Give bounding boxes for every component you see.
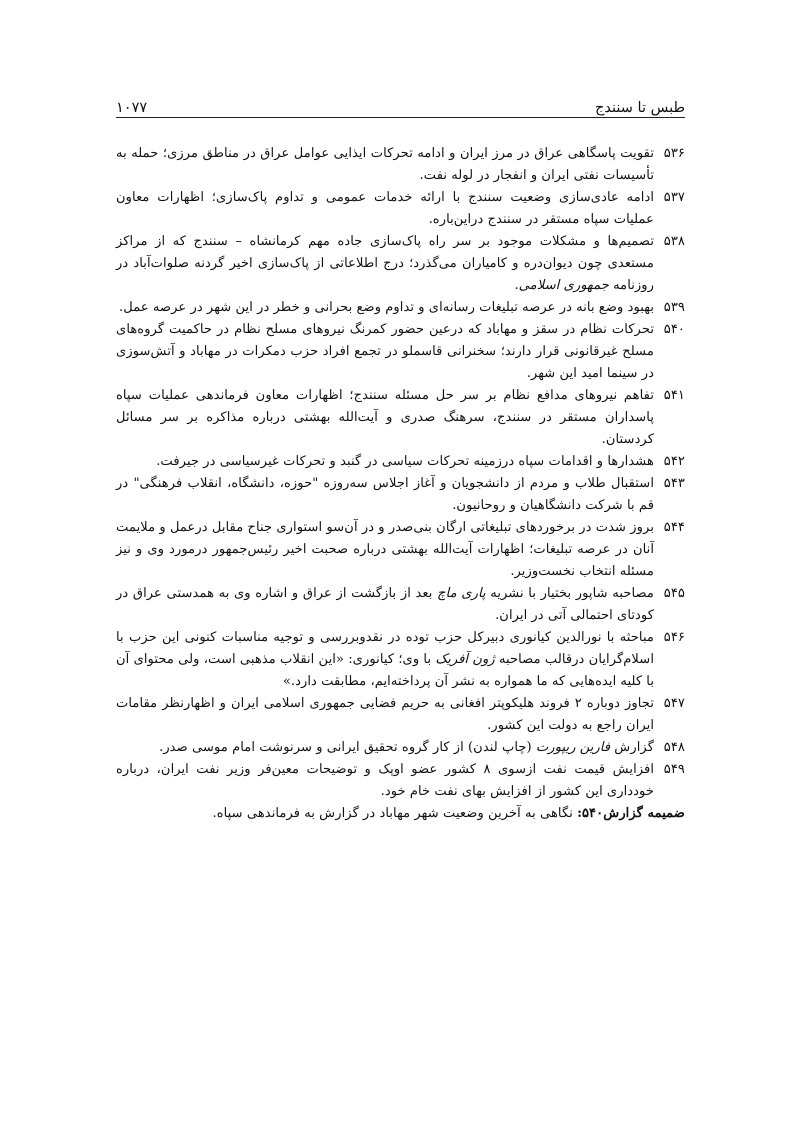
item-number: ۵۴۰ xyxy=(663,322,685,337)
item-text: ادامه عادی‌سازی وضعیت سنندج با ارائه خدمات عمومی و تداوم پاک‌سازی؛ اظهارات معاون عملیات سپاه مستقر در سنندج دراین‌باره. xyxy=(116,190,654,227)
item-text: استقبال طلاب و مردم از دانشجویان و آغاز اجلاس سه‌روزه "حوزه، دانشگاه، انقلاب فرهنگی" در قم با شرکت دانشگاهیان و روحانیون. xyxy=(116,476,654,513)
publication-title: فارین ریپورت xyxy=(535,740,611,755)
page-number: ۱۰۷۷ xyxy=(116,100,148,116)
item-text-end: با وی؛ کیانوری: «این انقلاب مذهبی است، ولی محتوای آن با کلیه ایده‌هایی که ما همواره به نشر آن پرداخته‌ایم، مطابقت دارد.» xyxy=(116,652,654,689)
item-number: ۵۳۹ xyxy=(663,300,685,315)
item-number: ۵۳۸ xyxy=(663,234,685,249)
item-number: ۵۴۳ xyxy=(663,476,685,491)
item-text-start: مصاحبه شاپور بختیار با نشریه xyxy=(485,586,654,601)
item-text-end: . xyxy=(514,278,519,293)
appendix-note xyxy=(116,803,685,825)
list-item xyxy=(116,627,685,693)
item-number: ۵۴۵ xyxy=(663,586,685,601)
item-text-start: گزارش xyxy=(610,740,654,755)
list-item xyxy=(116,451,685,473)
item-number: ۵۴۱ xyxy=(663,388,685,403)
list-item xyxy=(116,319,685,385)
list-item xyxy=(116,693,685,737)
item-number: ۵۴۸ xyxy=(663,740,685,755)
item-text-start: مباحثه با نورالدین کیانوری دبیرکل حزب توده در نقدوبررسی و توجیه مناسبات کنونی این حزب با اسلام‌گرایان درقالب مصاحبه xyxy=(116,630,654,667)
list-item xyxy=(116,187,685,231)
list-item xyxy=(116,231,685,297)
publication-title: جمهوری اسلامی xyxy=(518,278,609,293)
list-item xyxy=(116,583,685,627)
appendix-text: نگاهی به آخرین وضعیت شهر مهاباد در گزارش به فرماندهی سپاه. xyxy=(212,806,578,821)
item-text: بهبود وضع بانه در عرصه تبلیغات رسانه‌ای و تداوم وضع بحرانی و خطر در این شهر در عرصه عمل. xyxy=(119,300,654,315)
publication-title: ژون آفریک xyxy=(435,652,495,667)
item-text: بروز شدت در برخوردهای تبلیغاتی ارگان بنی‌صدر و در آن‌سو استواری جناح مقابل درعمل و ملایمت آنان در عرصه تبلیغات؛ اظهارات آیت‌الله بهشتی درباره صحبت اخیر رئیس‌جمهور درمورد وی و نیز مسئله انتخاب نخست‌وزیر. xyxy=(116,520,654,579)
item-number: ۵۴۶ xyxy=(663,630,685,645)
item-text-start: تصمیم‌ها و مشکلات موجود بر سر راه پاک‌سازی جاده مهم کرمانشاه – سنندج که از مراکز مستعدی چون دیوان‌دره و کامیاران می‌گذرد؛ درج اطلاعاتی از پاک‌سازی اخیر گردنه صلوات‌آباد در روزنامه xyxy=(116,234,654,293)
item-text: تفاهم نیروهای مدافع نظام بر سر حل مسئله سنندج؛ اظهارات معاون فرماندهی عملیات سپاه پاسداران مستقر در سنندج، سرهنگ صدری و آیت‌الله بهشتی درباره مذاکره بر سر مسائل کردستان. xyxy=(116,388,654,447)
item-text: تجاوز دوباره ۲ فروند هلیکوپتر افغانی به حریم فضایی جمهوری اسلامی ایران و اظهارنظر مقامات ایران راجع به دولت این کشور. xyxy=(116,696,654,733)
item-text xyxy=(116,583,654,627)
item-text xyxy=(116,231,654,297)
item-text xyxy=(116,737,654,759)
item-number: ۵۳۶ xyxy=(663,146,685,161)
list-item xyxy=(116,517,685,583)
item-number: ۵۴۷ xyxy=(663,696,685,711)
item-number: ۵۴۲ xyxy=(663,454,685,469)
item-number: ۵۴۹ xyxy=(663,762,685,777)
item-text: هشدارها و اقدامات سپاه درزمینه تحرکات سیاسی در گنبد و تحرکات غیرسیاسی در جیرفت. xyxy=(156,454,654,469)
list-item xyxy=(116,385,685,451)
list-item xyxy=(116,759,685,803)
header-title: طبس تا سنندج xyxy=(595,100,685,116)
item-text-end: بعد از بازگشت از عراق و اشاره وی به همدستی عراق در کودتای احتمالی آتی در ایران. xyxy=(116,586,654,623)
item-text: افزایش قیمت نفت ازسوی ۸ کشور عضو اوپک و توضیحات معین‌فر وزیر نفت ایران، درباره خودداری این کشور از افزایش بهای نفت خام خود. xyxy=(116,762,654,799)
item-text-end: (چاپ لندن) از کار گروه تحقیق ایرانی و سرنوشت امام موسی صدر. xyxy=(159,740,536,755)
list-item xyxy=(116,473,685,517)
list-item xyxy=(116,737,685,759)
item-text: تحرکات نظام در سقز و مهاباد که درعین حضور کمرنگ نیروهای مسلح نظام در حاکمیت گروه‌های مسلح غیرقانونی قرار دارند؛ سخنرانی قاسملو در تجمع افراد حزب دمکرات در مهاباد و آتش‌سوزی در سینما امید این شهر. xyxy=(116,322,654,381)
list-item xyxy=(116,297,685,319)
item-number: ۵۳۷ xyxy=(663,190,685,205)
item-text xyxy=(116,627,654,693)
appendix-label: ضمیمه گزارش۵۴۰: xyxy=(577,806,685,821)
item-number: ۵۴۴ xyxy=(663,520,685,535)
publication-title: پاری ماچ xyxy=(437,586,486,601)
header-rule xyxy=(116,117,685,118)
report-list xyxy=(116,143,685,825)
list-item xyxy=(116,143,685,187)
running-header xyxy=(116,90,685,116)
item-text: تقویت پاسگاهی عراق در مرز ایران و ادامه تحرکات ایذایی عوامل عراق در مناطق مرزی؛ حمله به تأسیسات نفتی ایران و انفجار در لوله نفت. xyxy=(116,146,654,183)
